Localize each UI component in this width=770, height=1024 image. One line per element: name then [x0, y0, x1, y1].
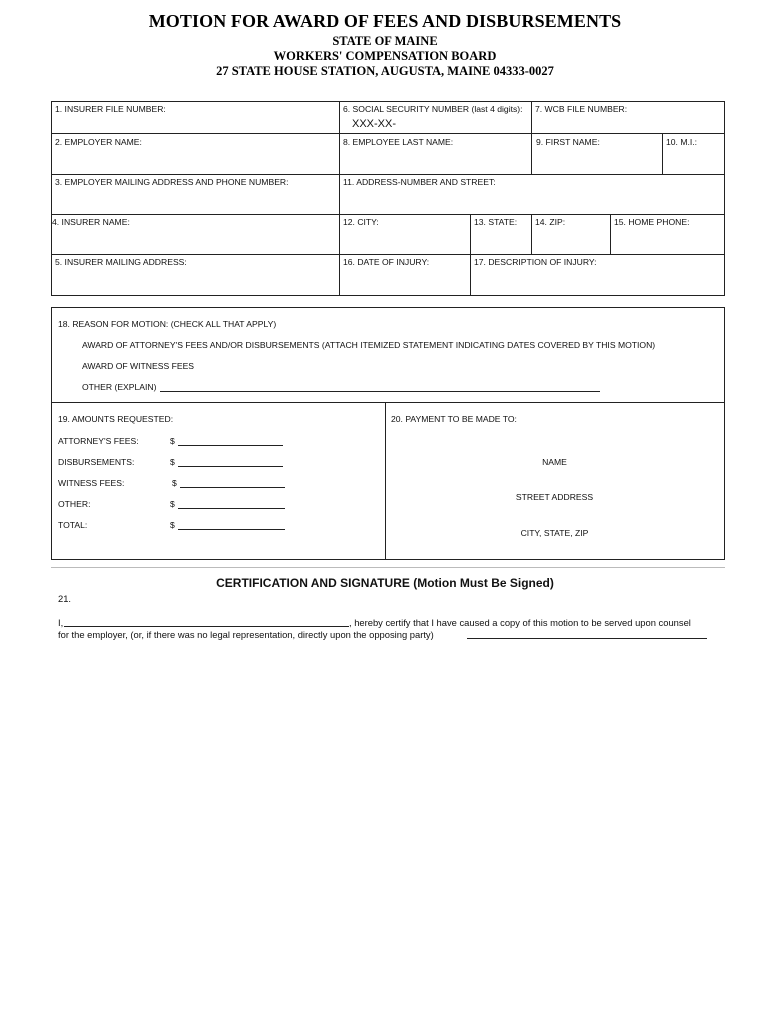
- other-amount-label: OTHER:: [58, 499, 91, 509]
- home-phone-label: 15. HOME PHONE:: [614, 217, 690, 227]
- payee-name-label: NAME: [542, 457, 567, 467]
- witness-fees-line[interactable]: [180, 487, 285, 488]
- employer-mailing-address-label: 3. EMPLOYER MAILING ADDRESS AND PHONE NUMBER:: [55, 177, 289, 187]
- certification-title: CERTIFICATION AND SIGNATURE (Motion Must Be Signed): [216, 576, 554, 590]
- city-label: 12. CITY:: [343, 217, 379, 227]
- ssn-prefix-value: XXX-XX-: [352, 118, 397, 130]
- insurer-name-label: 4. INSURER NAME:: [52, 217, 130, 227]
- total-line[interactable]: [178, 529, 285, 530]
- witness-fees-currency: $: [172, 478, 177, 488]
- payee-city-label: CITY, STATE, ZIP: [520, 528, 589, 538]
- ssn-label: 6. SOCIAL SECURITY NUMBER (last 4 digits):: [343, 104, 523, 114]
- other-amount-currency: $: [170, 499, 175, 509]
- insurer-mailing-address-label: 5. INSURER MAILING ADDRESS:: [55, 257, 187, 267]
- insurer-file-number-label: 1. INSURER FILE NUMBER:: [55, 104, 166, 114]
- employer-name-label: 2. EMPLOYER NAME:: [55, 137, 142, 147]
- certify-statement: , hereby certify that I have caused a copy of this motion to be served upon counsel: [349, 617, 691, 628]
- disbursements-currency: $: [170, 457, 175, 467]
- first-name-label: 9. FIRST NAME:: [536, 137, 600, 147]
- disbursements-line[interactable]: [178, 466, 283, 467]
- address-number-street-label: 11. ADDRESS-NUMBER AND STREET:: [343, 177, 496, 187]
- date-of-injury-label: 16. DATE OF INJURY:: [343, 257, 430, 267]
- other-amount-line[interactable]: [178, 508, 285, 509]
- certification-number: 21.: [58, 593, 72, 604]
- reason-option-witness-fees[interactable]: AWARD OF WITNESS FEES: [82, 361, 195, 371]
- description-of-injury-label: 17. DESCRIPTION OF INJURY:: [474, 257, 597, 267]
- header-address: 27 STATE HOUSE STATION, AUGUSTA, MAINE 04333-0027: [216, 64, 554, 78]
- other-explain-line[interactable]: [160, 391, 600, 392]
- attorney-fees-line[interactable]: [178, 445, 283, 446]
- certifier-name-line[interactable]: [64, 626, 349, 627]
- total-label: TOTAL:: [58, 520, 88, 530]
- state-label: 13. STATE:: [474, 217, 518, 227]
- attorney-fees-label: ATTORNEY'S FEES:: [58, 436, 139, 446]
- certify-prefix: I,: [58, 617, 64, 628]
- total-currency: $: [170, 520, 175, 530]
- payee-street-label: STREET ADDRESS: [515, 492, 594, 502]
- signature-line[interactable]: [467, 638, 707, 639]
- attorney-fees-currency: $: [170, 436, 175, 446]
- certify-statement-continued: for the employer, (or, if there was no legal representation, directly upon the opposing party): [58, 629, 434, 640]
- wcb-file-number-label: 7. WCB FILE NUMBER:: [535, 104, 628, 114]
- reason-option-other[interactable]: OTHER (EXPLAIN): [82, 382, 157, 392]
- employee-last-name-label: 8. EMPLOYEE LAST NAME:: [343, 137, 454, 147]
- header-state: STATE OF MAINE: [332, 34, 438, 48]
- zip-label: 14. ZIP:: [535, 217, 566, 227]
- header-board: WORKERS' COMPENSATION BOARD: [273, 49, 497, 63]
- amounts-heading: 19. AMOUNTS REQUESTED:: [58, 414, 174, 424]
- witness-fees-label: WITNESS FEES:: [58, 478, 125, 488]
- payment-heading: 20. PAYMENT TO BE MADE TO:: [391, 414, 517, 424]
- reason-option-attorney-fees[interactable]: AWARD OF ATTORNEY'S FEES AND/OR DISBURSEMENTS (ATTACH ITEMIZED STATEMENT INDICATING DATES COVERED BY THIS MOTION): [82, 340, 656, 350]
- form-title: MOTION FOR AWARD OF FEES AND DISBURSEMENTS: [148, 11, 622, 31]
- middle-initial-label: 10. M.I.:: [666, 137, 698, 147]
- disbursements-label: DISBURSEMENTS:: [58, 457, 135, 467]
- reason-heading: 18. REASON FOR MOTION: (CHECK ALL THAT APPLY): [58, 319, 277, 329]
